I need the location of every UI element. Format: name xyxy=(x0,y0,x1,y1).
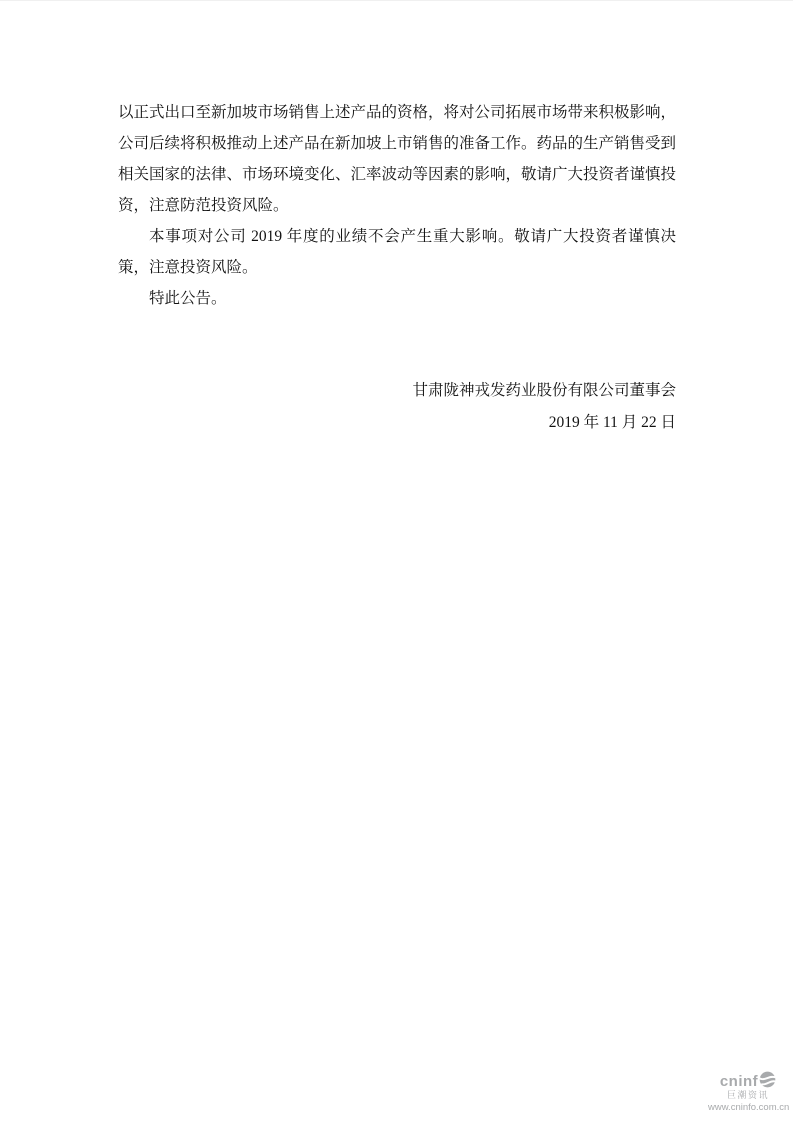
cninfo-swirl-icon xyxy=(759,1071,776,1088)
signature-line: 甘肃陇神戎发药业股份有限公司董事会 xyxy=(412,382,676,399)
document-body xyxy=(118,97,676,439)
paragraph-1: 以正式出口至新加坡市场销售上述产品的资格，将对公司拓展市场带来积极影响，公司后续将积极推动上述产品在新加坡上市销售的准备工作。药品的生产销售受到相关国家的法律、市场环境变化、汇率波动等因素的影响，敬请广大投资者谨慎投资，注意防范投资风险。 xyxy=(118,104,677,214)
cninfo-url: www.cninfo.com.cn xyxy=(708,1101,790,1113)
paragraph-2: 本事项对公司 2019 年度的业绩不会产生重大影响。敬请广大投资者谨慎决策，注意投资风险。 xyxy=(118,228,676,276)
cninfo-subtitle: 巨潮资讯 xyxy=(726,1089,769,1100)
cninfo-brand-text: cninf xyxy=(719,1072,759,1090)
paragraph-3: 特此公告。 xyxy=(149,290,227,307)
signature-block xyxy=(118,375,676,439)
cninfo-brand-row xyxy=(708,1074,788,1089)
cninfo-logo xyxy=(708,1074,788,1113)
date-line: 2019 年 11 月 22 日 xyxy=(548,414,676,431)
